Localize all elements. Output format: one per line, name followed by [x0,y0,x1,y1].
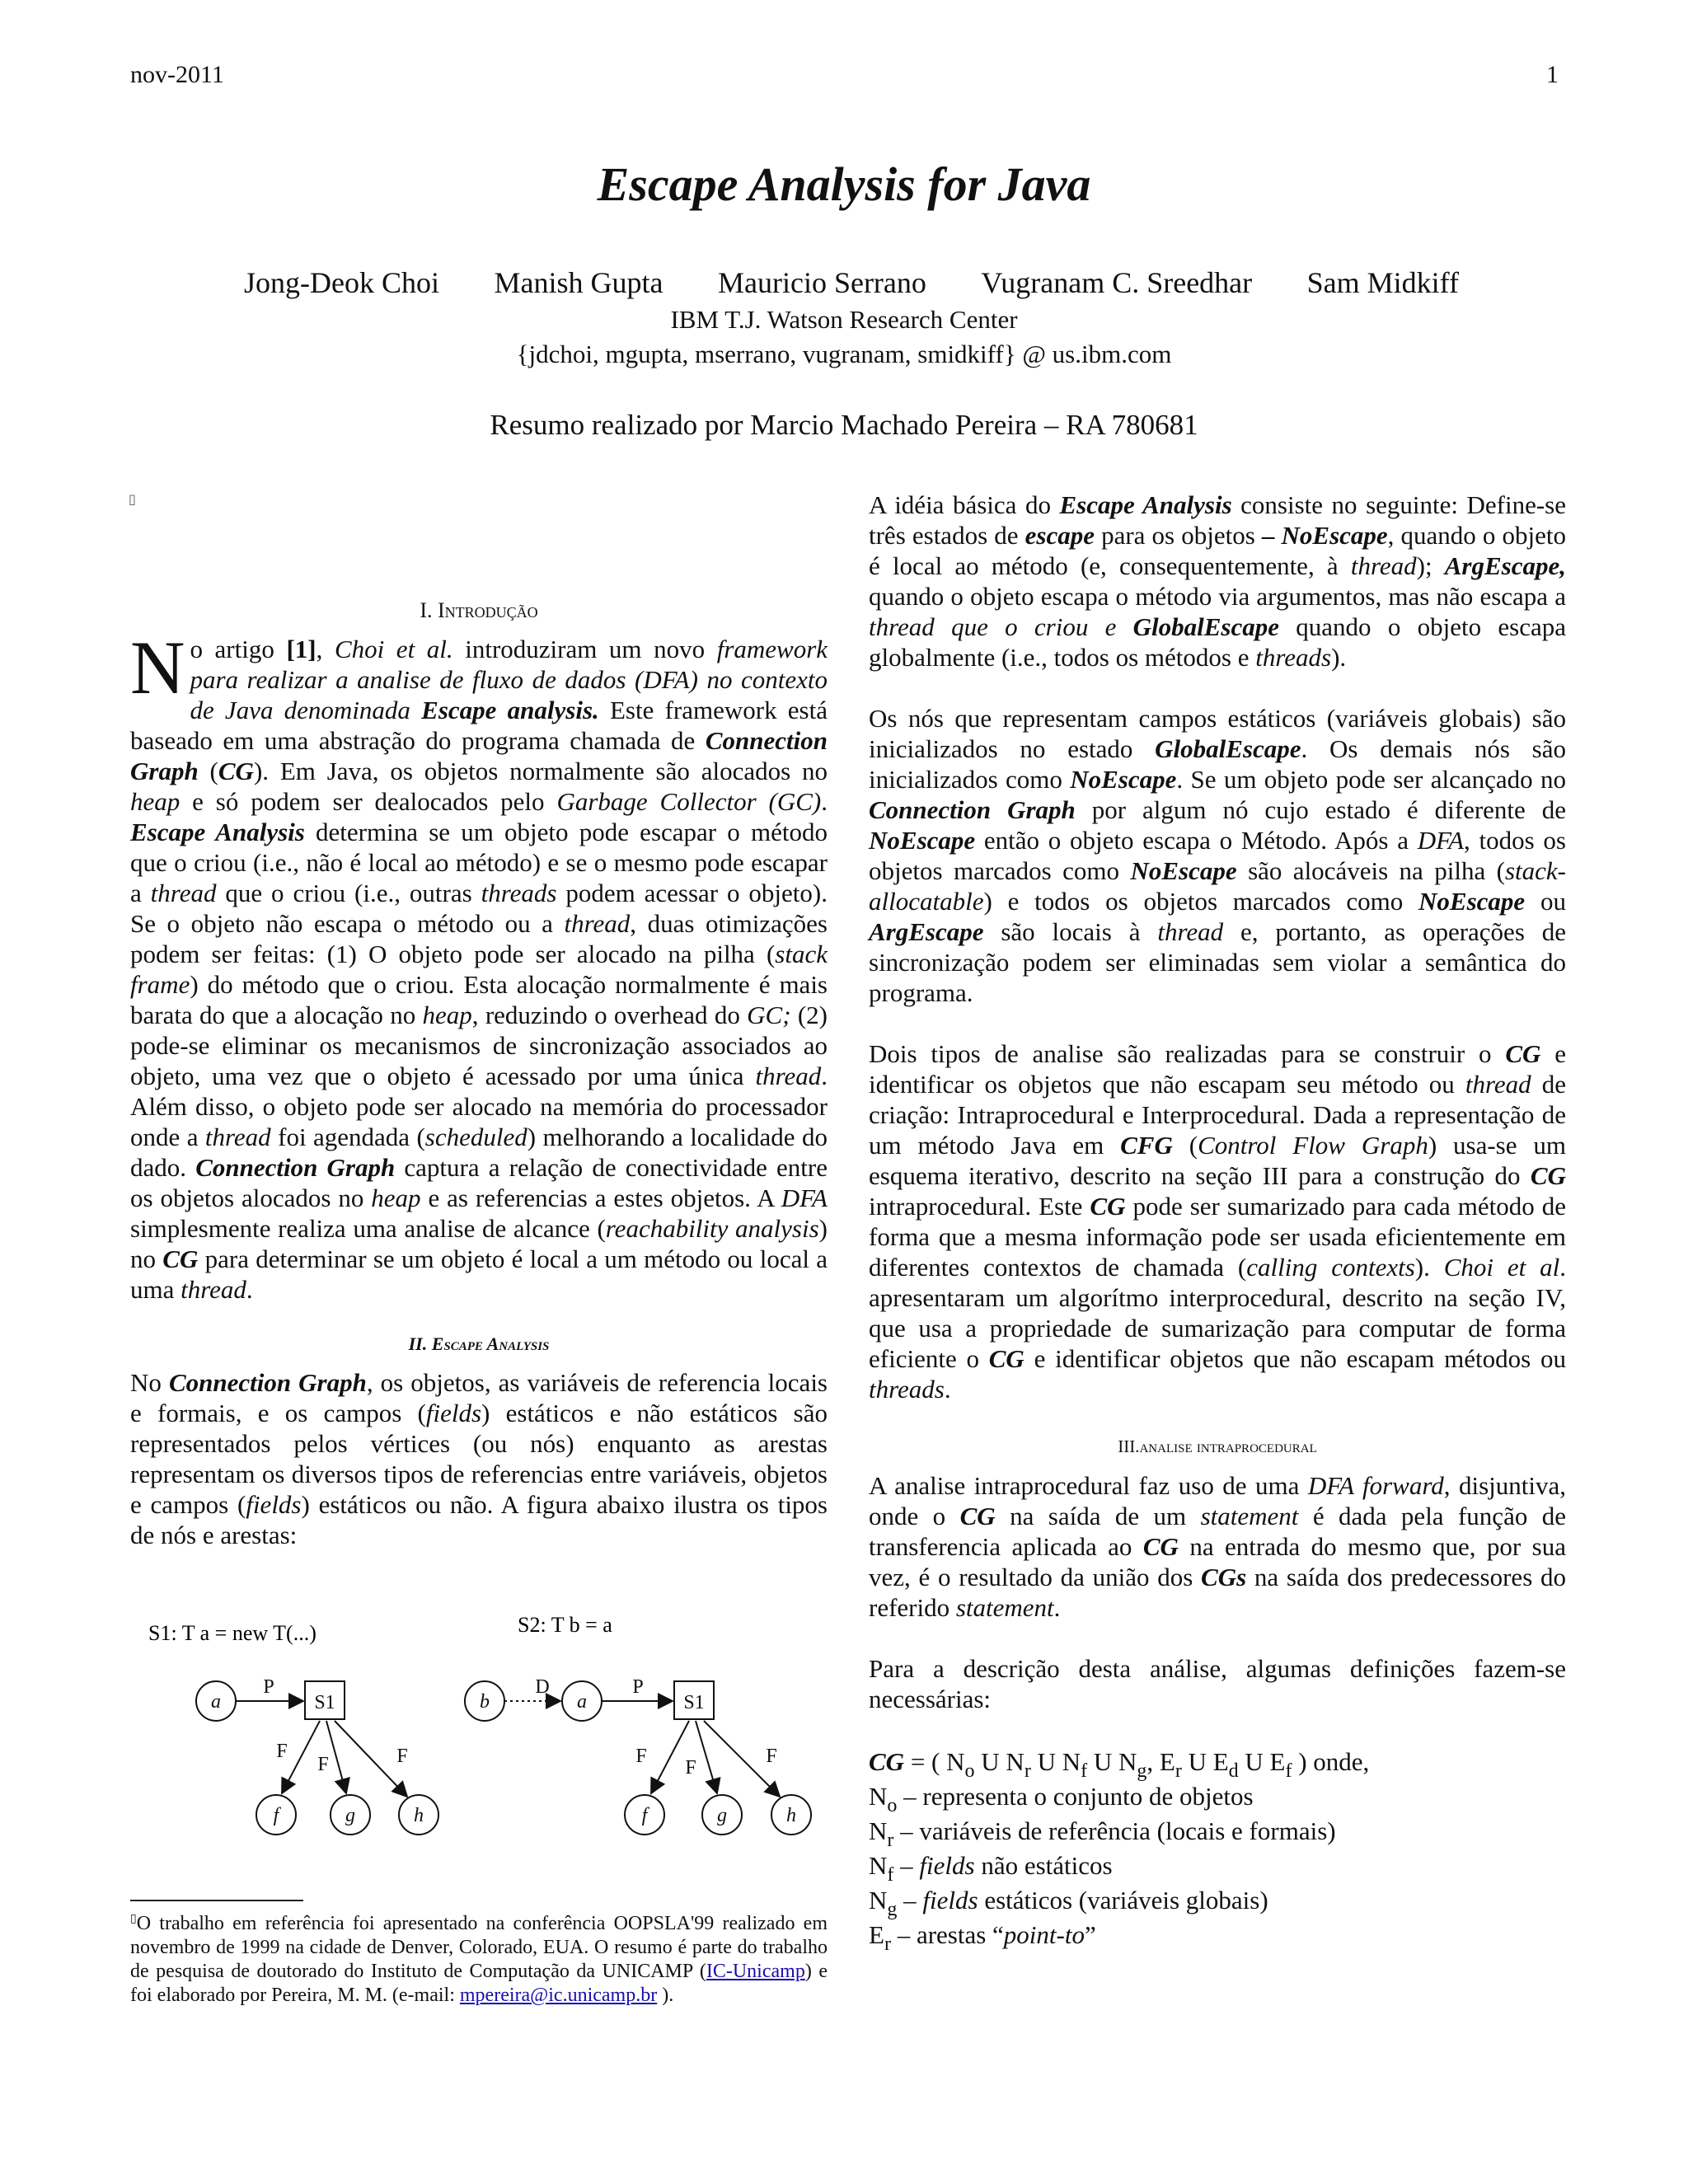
paper-title: Escape Analysis for Java [597,157,1091,211]
section-heading-introduction: I. Introdução [420,598,538,622]
edge-f-left [326,1721,346,1793]
author: Mauricio Serrano [717,266,926,299]
definitions-list [869,1745,1566,1955]
escape-states-paragraph: A idéia básica do Escape Analysis consiste no seguinte: Define-se três estados de escape para os objetos – NoEscape, quando o objeto é local ao método (e, consequentemente, à thread); ArgEscape, quando o objeto escapa o método via argumentos, mas não escapa a thread que o criou e GlobalEscape quando o objeto escapa globalmente (i.e., todos os métodos e threads). [869,490,1567,672]
node-label: b [480,1691,490,1713]
edge-label: F [396,1746,408,1767]
edge-label: F [766,1746,777,1767]
edge-label: F [276,1741,288,1762]
intraprocedural-paragraph: A analise intraprocedural faz uso de uma DFA forward, disjuntiva, onde o CG na saída de um statement é dada pela função de transferencia aplicada ao CG na entrada do mesmo que, por sua vez, é o resultado da união dos CGs na saída dos predecessores do referido statement. [869,1471,1566,1622]
author: Sam Midkiff [1306,266,1459,299]
edge-label: P [632,1676,644,1698]
right-column [869,490,1567,1955]
node-label: g [345,1805,355,1826]
edge-label: F [317,1754,329,1775]
definition-item: $N_g$ – fields estáticos (variáveis globais) [869,1886,1268,1920]
cg-definition: CG = ( $N_o$ U $N_r$ U $N_f$ U $N_g$, $E_r$ U $E_d$ U $E_f$ ) onde, [869,1747,1370,1782]
edge-label: F [635,1746,647,1767]
analysis-types-paragraph: Dois tipos de analise são realizadas para se construir o CG e identificar os objetos que não escapam seu método ou thread de criação: Intraprocedural e Interprocedural. Dada a representação de um método Java em CFG (Control Flow Graph) usa-se um esquema iterativo, descrito na seção III para a construção do CG intraprocedural. Este CG pode ser sumarizado para cada método de forma que a mesma informação pode ser usada eficientemente em diferentes contextos de chamada (calling contexts). Choi et al. apresentaram um algorítmo interprocedural, descrito na seção IV, que usa a propriedade de sumarização para computar de forma eficiente o CG e identificar objetos que não escapam métodos ou threads. [869,1039,1567,1404]
definition-item: $N_f$ – fields não estáticos [869,1851,1113,1886]
citation-ref: [1] [286,635,316,663]
page-number: 1 [1546,61,1559,88]
edge-label: P [263,1676,274,1698]
definition-item: $E_r$ – arestas “point-to” [869,1920,1096,1955]
author-list [244,265,1459,300]
edge-f-right [651,1721,689,1793]
footnote: ▯O trabalho em referência foi apresentado na conferência OOPSLA'99 realizado em novembro de 1999 na cidade de Denver, Colorado, EUA. O resumo é parte do trabalho de pesquisa de doutorado do Instituto de Computação da UNICAMP (IC-Unicamp) e foi elaborado por Pereira, M. M. (e-mail: mpereira@ic.unicamp.br ). [130,1913,828,2006]
author: Jong-Deok Choi [244,266,439,299]
node-label: a [211,1691,221,1713]
edge-label: D [535,1676,550,1698]
author: Vugranam C. Sreedhar [981,266,1253,299]
edge-f-left [282,1721,320,1793]
edge-label: F [685,1757,696,1779]
author-emails: {jdchoi, mgupta, mserrano, vugranam, smidkiff} @ us.ibm.com [516,340,1172,368]
definition-item: $N_r$ – variáveis de referência (locais e formais) [869,1816,1336,1851]
connection-graph-figure [140,1609,824,1848]
author: Manish Gupta [494,266,663,299]
footnote-rule [130,1900,303,1901]
node-label: S1 [683,1692,705,1713]
node-label: f [641,1805,648,1826]
figure-label-s1: S1: T a = new T(...) [148,1621,316,1645]
node-initialization-paragraph: Os nós que representam campos estáticos (variáveis globais) são inicializados no estado GlobalEscape. Os demais nós são inicializados como NoEscape. Se um objeto pode ser alcançado no Connection Graph por algum nó cujo estado é diferente de NoEscape então o objeto escapa o Método. Após a DFA, todos os objetos marcados como NoEscape são alocáveis na pilha (stack-allocatable) e todos os objetos marcados como NoEscape ou ArgEscape são locais à thread e, portanto, as operações de sincronização podem ser eliminadas sem violar a semântica do programa. [869,704,1567,1007]
section2-paragraph: No Connection Graph, os objetos, as variáveis de referencia locais e formais, e os campos (fields) estáticos e não estáticos são representados pelos vértices (ou nós) enquanto as arestas representam os diversos tipos de referencias entre variáveis, objetos e campos (fields) estáticos ou não. A figura abaixo ilustra os tipos de nós e arestas: [130,1368,828,1549]
intro-paragraph: No artigo [1], Choi et al. introduziram um novo framework para realizar a analise de fluxo de dados (DFA) no contexto de Java denominada Escape analysis. Este framework está baseado em uma abstração do programa chamada de Connection Graph (CG). Em Java, os objetos normalmente são alocados no heap e só podem ser dealocados pelo Garbage Collector (GC). Escape Analysis determina se um objeto pode escapar o método que o criou (i.e., não é local ao método) e se o mesmo pode escapar a thread que o criou (i.e., outras threads podem acessar o objeto). Se o objeto não escapa o método ou a thread, duas otimizações podem ser feitas: (1) O objeto pode ser alocado na pilha (stack frame) do método que o criou. Esta alocação normalmente é mais barata do que a alocação no heap, reduzindo o overhead do GC; (2) pode-se eliminar os mecanismos de sincronização associados ao objeto, uma vez que o objeto é acessado por uma única thread. Além disso, o objeto pode ser alocado na memória do processador onde a thread foi agendada (scheduled) melhorando a localidade do dado. Connection Graph captura a relação de conectividade entre os objetos alocados no heap e as referencias a estes objetos. A DFA simplesmente realiza uma analise de alcance (reachability analysis) no CG para determinar se um objeto é local a um método ou local a uma thread. [130,626,828,1304]
link-ic-unicamp[interactable]: IC-Unicamp [706,1961,805,1982]
node-label: g [717,1805,727,1826]
header-date: nov-2011 [130,61,224,88]
organization: IBM T.J. Watson Research Center [670,305,1018,334]
node-label: S1 [314,1692,335,1713]
section-heading-escape-analysis: II. Escape Analysis [408,1333,550,1354]
summary-author-line: Resumo realizado por Marcio Machado Pereira – RA 780681 [490,409,1198,441]
node-label: h [786,1805,796,1826]
footnote-anchor-marker: ▯ [129,493,136,507]
link-email[interactable]: mpereira@ic.unicamp.br [459,1985,658,2006]
node-label: a [577,1691,587,1713]
definitions-intro: Para a descrição desta análise, algumas definições fazem-se necessárias: [869,1654,1566,1713]
node-label: f [273,1805,279,1826]
node-label: h [414,1805,424,1826]
figure-label-s2: S2: T b = a [518,1613,612,1637]
definition-item: $N_o$ – representa o conjunto de objetos [869,1782,1254,1816]
section-heading-intraprocedural: III.analise intraprocedural [1118,1436,1317,1456]
drop-cap: N [130,626,185,710]
left-column [130,595,828,1581]
